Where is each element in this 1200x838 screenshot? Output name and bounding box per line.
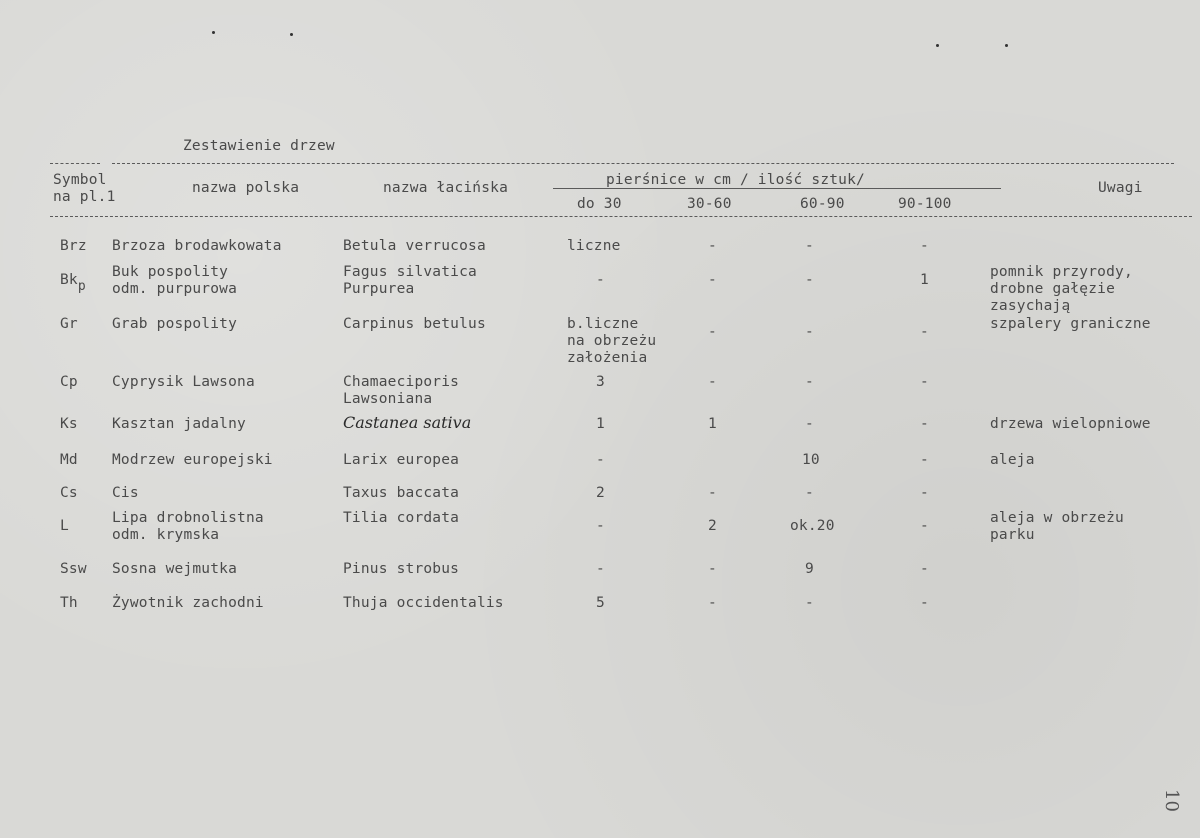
cell-polish-name: odm. purpurowa (112, 281, 238, 297)
cell-90-100: - (920, 416, 929, 432)
cell-remarks: parku (990, 527, 1035, 543)
header-top-rule-left (50, 163, 100, 164)
cell-30-60: - (708, 485, 717, 501)
cell-do-30: 1 (596, 416, 605, 432)
cell-polish-name: Cis (112, 485, 139, 501)
cell-30-60: - (708, 374, 717, 390)
header-range-2: 30-60 (687, 196, 732, 212)
document-title: Zestawienie drzew (183, 138, 335, 154)
cell-60-90: - (805, 374, 814, 390)
cell-90-100: - (920, 238, 929, 254)
cell-remarks: drobne gałęzie (990, 281, 1116, 297)
cell-do-30: - (596, 561, 605, 577)
header-remarks: Uwagi (1098, 180, 1143, 196)
cell-30-60: - (708, 272, 717, 288)
cell-latin-name: Fagus silvatica (343, 264, 477, 280)
header-range-4: 90-100 (898, 196, 952, 212)
cell-60-90: 9 (805, 561, 814, 577)
cell-90-100: - (920, 324, 929, 340)
cell-do-30: 3 (596, 374, 605, 390)
cell-symbol: Gr (60, 316, 78, 332)
cell-90-100: - (920, 595, 929, 611)
cell-polish-name: Cyprysik Lawsona (112, 374, 255, 390)
cell-do-30: - (596, 272, 605, 288)
cell-remarks: pomnik przyrody, (990, 264, 1133, 280)
cell-symbol: Bkp (60, 272, 86, 294)
cell-symbol: Cs (60, 485, 78, 501)
cell-remarks: aleja w obrzeżu (990, 510, 1124, 526)
cell-polish-name: Kasztan jadalny (112, 416, 246, 432)
paper-speck (212, 31, 215, 34)
cell-remarks: drzewa wielopniowe (990, 416, 1151, 432)
paper-speck (936, 44, 939, 47)
cell-remarks: szpalery graniczne (990, 316, 1151, 332)
cell-60-90: - (805, 416, 814, 432)
cell-symbol: Md (60, 452, 78, 468)
header-range-3: 60-90 (800, 196, 845, 212)
cell-do-30: b.liczne (567, 316, 639, 332)
header-latin-name: nazwa łacińska (383, 180, 509, 196)
cell-60-90: - (805, 238, 814, 254)
paper-speck (290, 33, 293, 36)
cell-polish-name: Sosna wejmutka (112, 561, 238, 577)
cell-latin-name: Chamaeciporis (343, 374, 460, 390)
cell-symbol: Brz (60, 238, 87, 254)
cell-symbol: Th (60, 595, 78, 611)
page-number: 10 (1160, 789, 1182, 812)
cell-do-30: założenia (567, 350, 648, 366)
cell-60-90: - (805, 324, 814, 340)
header-top-rule (112, 163, 1174, 164)
cell-30-60: 1 (708, 416, 717, 432)
cell-latin-name: Castanea sativa (343, 413, 472, 432)
cell-do-30: - (596, 452, 605, 468)
cell-90-100: - (920, 561, 929, 577)
cell-polish-name: Brzoza brodawkowata (112, 238, 282, 254)
cell-60-90: 10 (802, 452, 820, 468)
cell-60-90: ok.20 (790, 518, 835, 534)
cell-polish-name: Modrzew europejski (112, 452, 273, 468)
cell-polish-name: Żywotnik zachodni (112, 595, 264, 611)
cell-30-60: 2 (708, 518, 717, 534)
header-bottom-rule (50, 216, 1192, 217)
cell-polish-name: odm. krymska (112, 527, 220, 543)
cell-do-30: liczne (567, 238, 621, 254)
cell-latin-name: Larix europea (343, 452, 460, 468)
header-symbol: Symbol (53, 172, 107, 188)
cell-symbol: Ks (60, 416, 78, 432)
cell-30-60: - (708, 238, 717, 254)
cell-remarks: zasychają (990, 298, 1071, 314)
cell-polish-name: Buk pospolity (112, 264, 229, 280)
cell-symbol: L (60, 518, 69, 534)
cell-latin-name: Pinus strobus (343, 561, 460, 577)
header-girth-rule (553, 188, 1001, 189)
cell-60-90: - (805, 485, 814, 501)
cell-latin-name: Tilia cordata (343, 510, 460, 526)
cell-symbol: Ssw (60, 561, 87, 577)
cell-60-90: - (805, 595, 814, 611)
cell-latin-name: Thuja occidentalis (343, 595, 504, 611)
cell-polish-name: Grab pospolity (112, 316, 238, 332)
header-girth: pierśnice w cm / ilość sztuk/ (606, 172, 865, 188)
header-polish-name: nazwa polska (192, 180, 300, 196)
cell-30-60: - (708, 324, 717, 340)
cell-latin-name: Betula verrucosa (343, 238, 486, 254)
cell-latin-name: Purpurea (343, 281, 415, 297)
cell-60-90: - (805, 272, 814, 288)
cell-latin-name: Carpinus betulus (343, 316, 486, 332)
cell-do-30: na obrzeżu (567, 333, 657, 349)
paper-speck (1005, 44, 1008, 47)
cell-90-100: - (920, 485, 929, 501)
cell-do-30: 5 (596, 595, 605, 611)
cell-30-60: - (708, 595, 717, 611)
cell-do-30: - (596, 518, 605, 534)
cell-latin-name: Taxus baccata (343, 485, 460, 501)
header-range-1: do 30 (577, 196, 622, 212)
cell-remarks: aleja (990, 452, 1035, 468)
cell-90-100: - (920, 452, 929, 468)
cell-90-100: - (920, 374, 929, 390)
cell-30-60: - (708, 561, 717, 577)
cell-polish-name: Lipa drobnolistna (112, 510, 264, 526)
cell-90-100: - (920, 518, 929, 534)
cell-90-100: 1 (920, 272, 929, 288)
header-symbol-plan: na pl.1 (53, 189, 116, 205)
cell-latin-name: Lawsoniana (343, 391, 433, 407)
symbol-subscript: p (77, 279, 86, 294)
cell-symbol: Cp (60, 374, 78, 390)
cell-do-30: 2 (596, 485, 605, 501)
